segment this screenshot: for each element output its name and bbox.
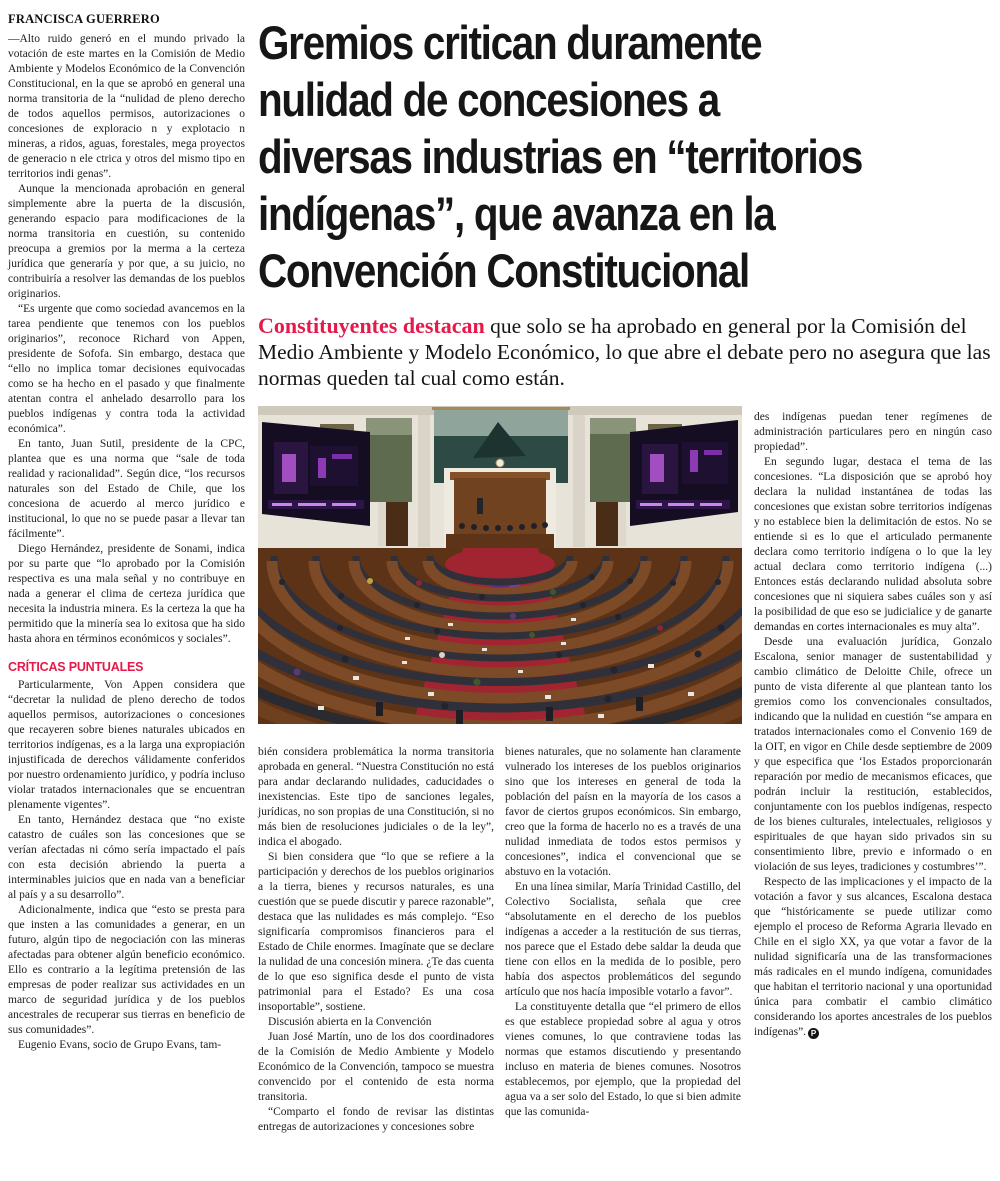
paragraph: des indígenas puedan tener regímenes de administración particulares pero en ningún caso propiedad”. [754,411,992,453]
headline-line: Gremios critican duramente [258,16,762,69]
deck [258,313,994,391]
paragraph: “Comparto el fondo de revisar las distintas entregas de autorizaciones y concesiones sobre [258,1106,494,1133]
paragraph: En tanto, Hernández destaca que “no existe catastro de cuáles son las concesiones que se verían afectadas ni cómo sería impactado el país con esta decisión abriendo la puerta a interminables juicios que en nada van a beneficiar al país y a su desarrollo”. [8,814,245,901]
column-4 [754,410,992,1040]
paragraph: En segundo lugar, destaca el tema de las concesiones. “La disposición que se aprobó hoy declara la nulidad instantánea de todas las concesiones que existan sobre territorios indígenas y no establece bien la delimitación de estos. No se entiende si es lo que el articulado permanente declara como territorio indígena o lo que la ley actual declara como territorio indígena (...) Entonces estás declarando nulidad absoluta sobre concesiones que ni siquiera sabes cuáles son y así la posibilidad de que eso se judicialice y de ganarte demandas en cortes internacionales es muy alta”. [754,456,992,633]
paragraph: bién considera problemática la norma transitoria aprobada en general. “Nuestra Constitución no está para andar declarando nulidades, caducidades o inexistencias. Este tipo de sanciones legales, jurídicas, no son propias de una Constitución, si no más bien de resoluciones judiciales o de la ley”, indica el abogado. [258,746,494,848]
chamber-photo-illustration [258,406,742,724]
deck-text: que solo se ha aprobado en general por la Comisión del Medio Ambiente y Modelo Económico, lo que abre el debate pero no asegura que las normas queden tal cual como están. [258,314,991,390]
headline-line: indígenas”, que avanza en la [258,187,775,240]
article-photo [258,406,742,724]
paragraph: “Es urgente que como sociedad avancemos en la tarea pendiente que tenemos con los pueblos originarios”, reconoce Richard von Appen, presidente de Sofofa. Sin embargo, destaca que “ello no implica tomar decisiones equivocadas como se ha hecho en el pasado y que finalmente atentan contra el anhelado desarrollo para los pueblos indígenas y contra toda la actividad económica”. [8,303,245,435]
column-left-bottom-paragraphs [8,678,245,1053]
paragraph: Desde una evaluación jurídica, Gonzalo Escalona, senior manager de sustentabilidad y cambio climático de Deloitte Chile, ofrece un punto de vista diferente al que plantean tanto los gremios como los convencionales consultados, indicando que la nulidad en cuestión “se ampara en tratados internacionales como el Convenio 169 de la OIT, en vigor en Chile desde septiembre de 2009 y que especifica que ‘los Estados proporcionarán reparación por medio de mecanismos eficaces, que podrán incluir la restitución, establecidos, conjuntamente con los pueblos indígenas, respecto de los bienes culturales, intelectuales, religiosos y espirituales de que hayan sido privados sin su consentimiento libre, previo e informado o en violación de sus leyes, tradiciones y costumbres’”. [754,636,992,873]
paragraph: Discusión abierta en la Convención [268,1016,432,1028]
column-2 [258,745,494,1135]
dais [444,459,556,548]
paragraph [754,875,992,1040]
headline [258,14,1000,299]
left-video-screen [262,422,370,526]
column-3 [505,745,741,1120]
paragraph: Particularmente, Von Appen considera que “decretar la nulidad de pleno derecho de todos aquellos permisos, autorizaciones o concesiones que recayeren sobre bienes naturales ubicados en territorios indígenas, es a la larga una expropiación injustificada de derechos válidamente conferidos por nuestro ordenamiento jurídico, y podría incluso violar tratados internacionales que se encuentran plenamente vigentes”. [8,679,245,811]
column-left-top-paragraphs [8,32,245,647]
paragraph: Si bien considera que “lo que se refiere a la participación y derechos de los pueblos originarios a la tierra, bienes y recursos naturales, es una cuestión que se puede discutir y parece razonable”, destaca que las nulidades es más complejo. “Eso significaría compromisos financieros para el Estado de Chile enormes. Imagínate que se declare la nulidad de una concesión minera. ¿Te das cuenta de lo que eso significa desde el punto de vista patrimonial para el Estado? Es una cosa insoportable”, sostiene. [258,851,494,1013]
headline-line: Convención Constitucional [258,244,749,297]
paragraph: Eugenio Evans, socio de Grupo Evans, tam- [18,1039,222,1051]
column-4-paragraphs [754,410,992,875]
headline-line: diversas industrias en “territorios [258,130,863,183]
closing-paragraph-text: Respecto de las implicaciones y el impacto de la votación a favor y sus alcances, Escalona destaca que “históricamente se puede utilizar como ejemplo el proceso de Reforma Agraria llevado en Chile en el siglo XX, ya que votar a favor de la nulidad significaría una de las transformaciones más radicales en el mundo indígena, comunidades que habitan el territorio nacional y una oportunidad única para combatir el cambio climático considerando los aportes ancestrales de los pueblos indígenas”. [754,876,992,1038]
paragraph: En tanto, Juan Sutil, presidente de la CPC, plantea que es una norma que “sale de toda realidad y racionalidad”. Según dice, “los recursos naturales son del Estado de Chile, que los concesiona de acuerdo al merco jurídico e institucional, lo que no se puede pasar a llevar tan fácilmente”. [8,438,245,540]
paragraph: Adicionalmente, indica que “esto se presta para que insten a las comunidades a generar, en un futuro, algún tipo de negociación con las mineras afectadas para obtener algún beneficio económico. Ello es contrario a la legítima pretensión de las empresas de poder realizar sus actividades en un marco de seguridad jurídica y de los pueblos ancestrales de recuperar sus tierras en beneficio de sus comunidades”. [8,904,245,1036]
paragraph: bienes naturales, que no solamente han claramente vulnerado los intereses de los pueblos originarios sino que los intereses en general de toda la población del paísn en la mayoría de los casos a favor de ciertos grupos económicos. Sin embargo, creo que la forma de hacerlo no es a través de una nulidad inmediata de todos estos permisos y concesiones”, indica el convencional que se abstuvo en la votación. [505,746,741,878]
paragraph: Juan José Martín, uno de los dos coordinadores de la Comisión de Medio Ambiente y Modelo Económico de la Convención, tampoco se muestra convencido por el contenido de esta norma transitoria. [258,1031,494,1103]
paragraph: La constituyente detalla que “el primero de ellos es que establece propiedad sobre al agua y otros vienes comunes, lo que contraviene todas las normas que estamos discutiendo y presentando incluso en materia de bienes comunes. Nosotros establecemos, por ejemplo, que la propiedad del agua va a ser solo del Estado, lo que si bien admite que las comunida- [505,1001,741,1118]
paragraph: Aunque la mencionada aprobación en general simplemente abre la puerta de la discusión, generando espacio para modificaciones de la norma transitoria en cuestión, su contenido preocupa a gremios por la merma a la certeza jurídica que generaría y por que, a su juicio, no contribuiría a resolver las demandas de los pueblos originarios. [8,183,245,300]
right-video-screen [630,420,738,526]
paragraph: Diego Hernández, presidente de Sonami, indica por su parte que “lo aprobado por la Comisión respectiva es una mala señal y no contribuye en nada a generar el clima de certeza jurídica que necesita la industria minera. Es la certeza la que ha permitido que la minería sea lo exitosa que ha sido hasta ahora en términos económicos y sociales”. [8,543,245,645]
deck-lead: Constituyentes destacan [258,313,485,338]
article-end-icon: P [808,1028,819,1039]
byline: FRANCISCA GUERRERO [8,12,160,26]
column-left [8,12,245,1053]
paragraph: En una línea similar, María Trinidad Castillo, del Colectivo Socialista, señala que cree “absolutamente en el derecho de los pueblos indígenas a acceder a la restitución de sus tierras, nos parece que el Estado debe saldar la deuda que tiene con ellos en la medida de lo posible, pero había dos aspectos problemáticos del segundo artículo que nos hacía imposible votarlo a favor”. [505,881,741,998]
paragraph: —Alto ruido generó en el mundo privado la votación de este martes en la Comisión de Medio Ambiente y Modelos Económico de la Convención Constitucional, en la que se aprobó en general una norma transitoria de la “nulidad de pleno derecho de todos aquellos permisos, autorizaciones o concesiones de exploracio n y explotacio n mineras, a ridos, aguas, forestales, mega proyectos de generacio n ele ctrica y otros del mismo tipo en territorios indi genas”. [8,33,245,180]
headline-line: nulidad de concesiones a [258,73,719,126]
section-subhead: CRÍTICAS PUNTUALES [8,660,144,674]
